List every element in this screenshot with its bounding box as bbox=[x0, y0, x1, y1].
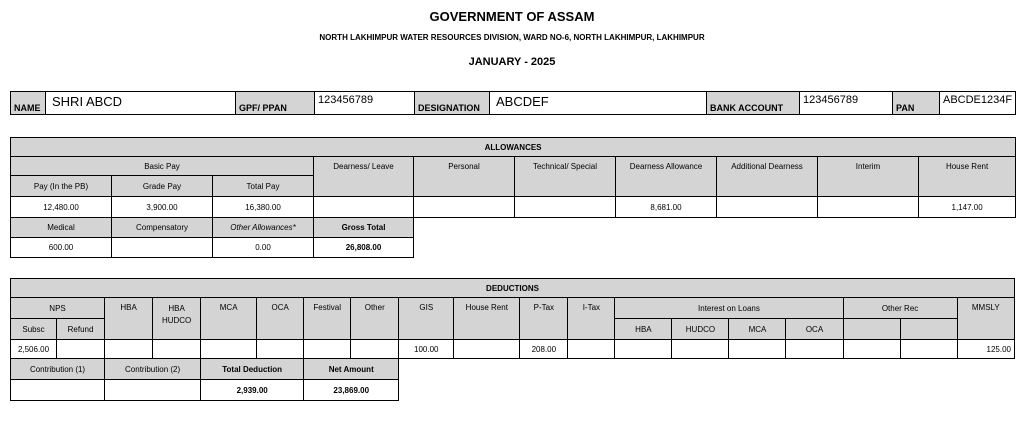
ptax-header: P-Tax bbox=[520, 298, 568, 340]
interim-header: Interim bbox=[818, 157, 919, 197]
other-rec-header: Other Rec bbox=[843, 298, 957, 319]
government-title: GOVERNMENT OF ASSAM bbox=[429, 9, 595, 24]
other-value bbox=[351, 340, 399, 359]
pan-value: ABCDE1234F bbox=[940, 92, 1016, 115]
name-value: SHRI ABCD bbox=[46, 92, 236, 115]
house-rent-header: House Rent bbox=[919, 157, 1016, 197]
hba-hudco-value bbox=[153, 340, 201, 359]
itax-header: I-Tax bbox=[568, 298, 615, 340]
other-rec-sub-1 bbox=[843, 319, 900, 340]
technical-special-value bbox=[515, 197, 616, 218]
refund-header: Refund bbox=[57, 319, 105, 340]
total-pay-value: 16,380.00 bbox=[213, 197, 314, 218]
contribution-1-value bbox=[11, 380, 105, 401]
basic-pay-header: Basic Pay bbox=[11, 157, 314, 176]
dearness-leave-value bbox=[314, 197, 414, 218]
contribution-1-header: Contribution (1) bbox=[11, 359, 105, 380]
medical-header: Medical bbox=[11, 218, 112, 238]
interest-oca-header: OCA bbox=[786, 319, 843, 340]
employee-info-table bbox=[10, 91, 1016, 115]
interim-value bbox=[818, 197, 919, 218]
allowances-table bbox=[10, 137, 1016, 258]
grade-pay-header: Grade Pay bbox=[112, 176, 213, 197]
gross-total-value: 26,808.00 bbox=[314, 238, 414, 258]
personal-header: Personal bbox=[414, 157, 515, 197]
personal-value bbox=[414, 197, 515, 218]
pan-label: PAN bbox=[893, 92, 940, 115]
refund-value bbox=[57, 340, 105, 359]
oca-value bbox=[257, 340, 304, 359]
designation-label: DESIGNATION bbox=[415, 92, 490, 115]
compensatory-header: Compensatory bbox=[112, 218, 213, 238]
interest-on-loans-header: Interest on Loans bbox=[615, 298, 843, 319]
nps-header: NPS bbox=[11, 298, 105, 319]
mmsly-header: MMSLY bbox=[957, 298, 1014, 340]
pay-in-pb-header: Pay (In the PB) bbox=[11, 176, 112, 197]
other-allowances-value: 0.00 bbox=[213, 238, 314, 258]
designation-value: ABCDEF bbox=[490, 92, 707, 115]
interest-mca-header: MCA bbox=[729, 319, 786, 340]
other-allowances-header: Other Allowances* bbox=[213, 218, 314, 238]
ptax-value: 208.00 bbox=[520, 340, 568, 359]
subsc-header: Subsc bbox=[11, 319, 57, 340]
house-rent-value: 1,147.00 bbox=[919, 197, 1016, 218]
dearness-allowance-header: Dearness Allowance bbox=[616, 157, 717, 197]
grade-pay-value: 3,900.00 bbox=[112, 197, 213, 218]
gpf-label: GPF/ PPAN bbox=[236, 92, 315, 115]
gross-total-header: Gross Total bbox=[314, 218, 414, 238]
mmsly-value: 125.00 bbox=[957, 340, 1014, 359]
additional-dearness-value bbox=[717, 197, 818, 218]
subsc-value: 2,506.00 bbox=[11, 340, 57, 359]
gis-value: 100.00 bbox=[399, 340, 454, 359]
name-label: NAME bbox=[11, 92, 46, 115]
total-pay-header: Total Pay bbox=[213, 176, 314, 197]
contribution-2-header: Contribution (2) bbox=[105, 359, 201, 380]
net-amount-value: 23,869.00 bbox=[304, 380, 399, 401]
allowances-title: ALLOWANCES bbox=[11, 138, 1016, 157]
hba-value bbox=[105, 340, 153, 359]
dearness-allowance-value: 8,681.00 bbox=[616, 197, 717, 218]
other-rec-value-1 bbox=[843, 340, 900, 359]
compensatory-value bbox=[112, 238, 213, 258]
deductions-table bbox=[10, 278, 1015, 401]
net-amount-header: Net Amount bbox=[304, 359, 399, 380]
hba-header: HBA bbox=[105, 298, 153, 340]
bank-account-value: 123456789 bbox=[800, 92, 893, 115]
other-header: Other bbox=[351, 298, 399, 340]
interest-hudco-value bbox=[672, 340, 729, 359]
interest-hba-header: HBA bbox=[615, 319, 672, 340]
division-title: NORTH LAKHIMPUR WATER RESOURCES DIVISION, WARD NO-6, NORTH LAKHIMPUR, LAKHIMPUR bbox=[319, 33, 705, 42]
total-deduction-header: Total Deduction bbox=[201, 359, 304, 380]
bank-account-label: BANK ACCOUNT bbox=[707, 92, 800, 115]
gpf-value: 123456789 bbox=[315, 92, 415, 115]
additional-dearness-header: Additional Dearness bbox=[717, 157, 818, 197]
other-rec-value-2 bbox=[900, 340, 957, 359]
interest-hba-value bbox=[615, 340, 672, 359]
oca-header: OCA bbox=[257, 298, 304, 340]
technical-special-header: Technical/ Special bbox=[515, 157, 616, 197]
mca-header: MCA bbox=[201, 298, 257, 340]
gis-header: GIS bbox=[399, 298, 454, 340]
hba-hudco-header: HBA HUDCO bbox=[153, 298, 201, 340]
festival-value bbox=[304, 340, 351, 359]
ded-house-rent-value bbox=[454, 340, 520, 359]
interest-mca-value bbox=[729, 340, 786, 359]
total-deduction-value: 2,939.00 bbox=[201, 380, 304, 401]
festival-header: Festival bbox=[304, 298, 351, 340]
mca-value bbox=[201, 340, 257, 359]
deductions-title: DEDUCTIONS bbox=[11, 279, 1015, 298]
interest-hudco-header: HUDCO bbox=[672, 319, 729, 340]
contribution-2-value bbox=[105, 380, 201, 401]
interest-oca-value bbox=[786, 340, 843, 359]
dearness-leave-header: Dearness/ Leave bbox=[314, 157, 414, 197]
period-title: JANUARY - 2025 bbox=[468, 56, 556, 68]
medical-value: 600.00 bbox=[11, 238, 112, 258]
ded-house-rent-header: House Rent bbox=[454, 298, 520, 340]
itax-value bbox=[568, 340, 615, 359]
other-rec-sub-2 bbox=[900, 319, 957, 340]
pay-in-pb-value: 12,480.00 bbox=[11, 197, 112, 218]
